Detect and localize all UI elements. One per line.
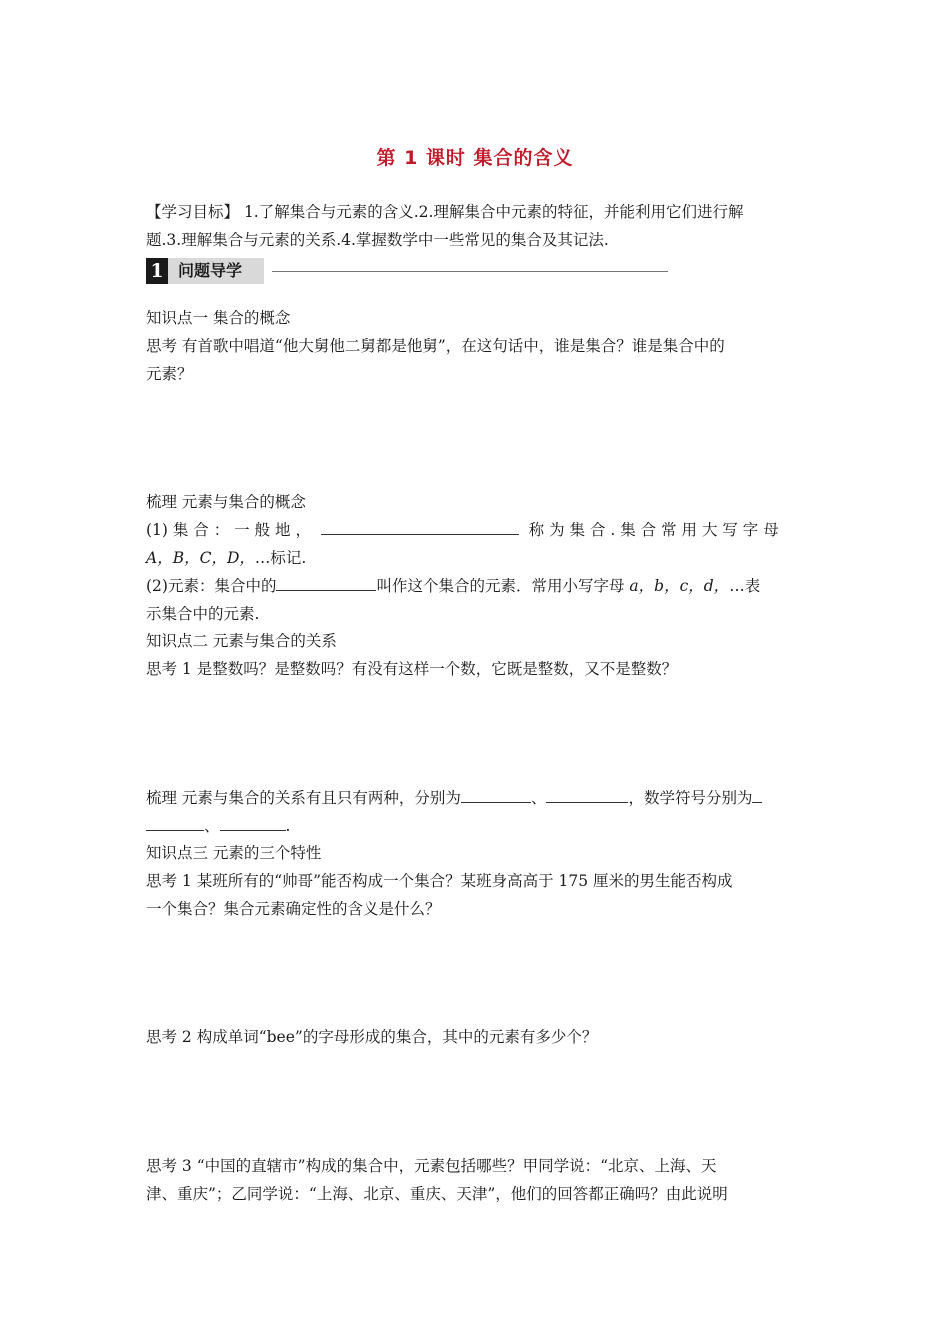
fill-blank[interactable] bbox=[146, 816, 204, 831]
kp2-summary-line1 bbox=[146, 787, 808, 809]
page-title: 第 1 课时 集合的含义 bbox=[376, 147, 574, 169]
kp3-heading: 知识点三 元素的三个特性 bbox=[146, 844, 322, 862]
item1-text-a: (1) 集 合 ： 一 般 地 ， bbox=[146, 521, 311, 539]
learning-objectives-line2: 题.3.理解集合与元素的关系.4.掌握数学中一些常见的集合及其记法. bbox=[146, 231, 609, 249]
fill-blank[interactable] bbox=[276, 576, 376, 591]
item2-text-c: …表 bbox=[729, 577, 761, 595]
kp1-item2-line1 bbox=[146, 575, 808, 597]
item2-text-a: (2)元素：集合中的 bbox=[146, 577, 277, 595]
kp2-summary-sep: 、 bbox=[530, 789, 547, 807]
item1-letters: A，B，C，D， bbox=[146, 549, 255, 567]
kp3-think2: 思考 2 构成单词“bee”的字母形成的集合，其中的元素有多少个？ bbox=[146, 1028, 598, 1046]
kp2-summary-a: 梳理 元素与集合的关系有且只有两种，分别为 bbox=[146, 789, 461, 807]
kp3-think3-line2: 津、重庆”；乙同学说：“上海、北京、重庆、天津”，他们的回答都正确吗？由此说明 bbox=[146, 1185, 728, 1203]
kp2-think: 思考 1 是整数吗？是整数吗？有没有这样一个数，它既是整数，又不是整数？ bbox=[146, 660, 678, 678]
item1-text-b: 称 为 集 合 . 集 合 常 用 大 写 字 母 bbox=[528, 521, 779, 539]
fill-blank[interactable] bbox=[461, 788, 531, 803]
kp1-item1-line2 bbox=[146, 547, 808, 569]
kp1-think-line1: 思考 有首歌中唱道“他大舅他二舅都是他舅”，在这句话中，谁是集合？谁是集合中的 bbox=[146, 337, 725, 355]
section-number: 1 bbox=[146, 258, 168, 284]
item1-line2-rest: …标记. bbox=[254, 549, 307, 567]
kp1-item1-line1 bbox=[146, 519, 808, 541]
kp3-think3-line1: 思考 3 “中国的直辖市”构成的集合中，元素包括哪些？甲同学说：“北京、上海、天 bbox=[146, 1157, 717, 1175]
kp1-think-line2: 元素？ bbox=[146, 365, 193, 383]
kp2-summary-end: . bbox=[285, 817, 291, 835]
section-banner bbox=[146, 258, 526, 284]
item2-letters: a，b，c，d， bbox=[629, 577, 730, 595]
item2-text-b: 叫作这个集合的元素．常用小写字母 bbox=[376, 577, 630, 595]
objectives-text-1: 1.了解集合与元素的含义.2.理解集合中元素的特征，并能利用它们进行解 bbox=[239, 203, 744, 221]
kp2-summary-b: ，数学符号分别为 bbox=[628, 789, 753, 807]
fill-blank[interactable] bbox=[321, 520, 519, 535]
kp1-item2-line2: 示集合中的元素. bbox=[146, 605, 260, 623]
learning-objectives-line1 bbox=[146, 201, 808, 223]
fill-blank[interactable] bbox=[546, 788, 628, 803]
fill-blank[interactable] bbox=[220, 816, 286, 831]
objectives-label: 【学习目标】 bbox=[146, 203, 240, 221]
kp3-think1-line1: 思考 1 某班所有的“帅哥”能否构成一个集合？某班身高高于 175 厘米的男生能否构成 bbox=[146, 872, 733, 890]
kp3-think1-line2: 一个集合？集合元素确定性的含义是什么？ bbox=[146, 900, 441, 918]
fill-blank[interactable] bbox=[752, 788, 762, 803]
kp2-summary-line2 bbox=[146, 815, 808, 837]
kp1-heading: 知识点一 集合的概念 bbox=[146, 309, 291, 327]
kp2-heading: 知识点二 元素与集合的关系 bbox=[146, 632, 337, 650]
section-title: 问题导学 bbox=[168, 258, 264, 284]
section-rule bbox=[272, 271, 668, 272]
kp2-summary-sep2: 、 bbox=[204, 817, 220, 835]
kp1-summary-heading: 梳理 元素与集合的概念 bbox=[146, 493, 306, 511]
